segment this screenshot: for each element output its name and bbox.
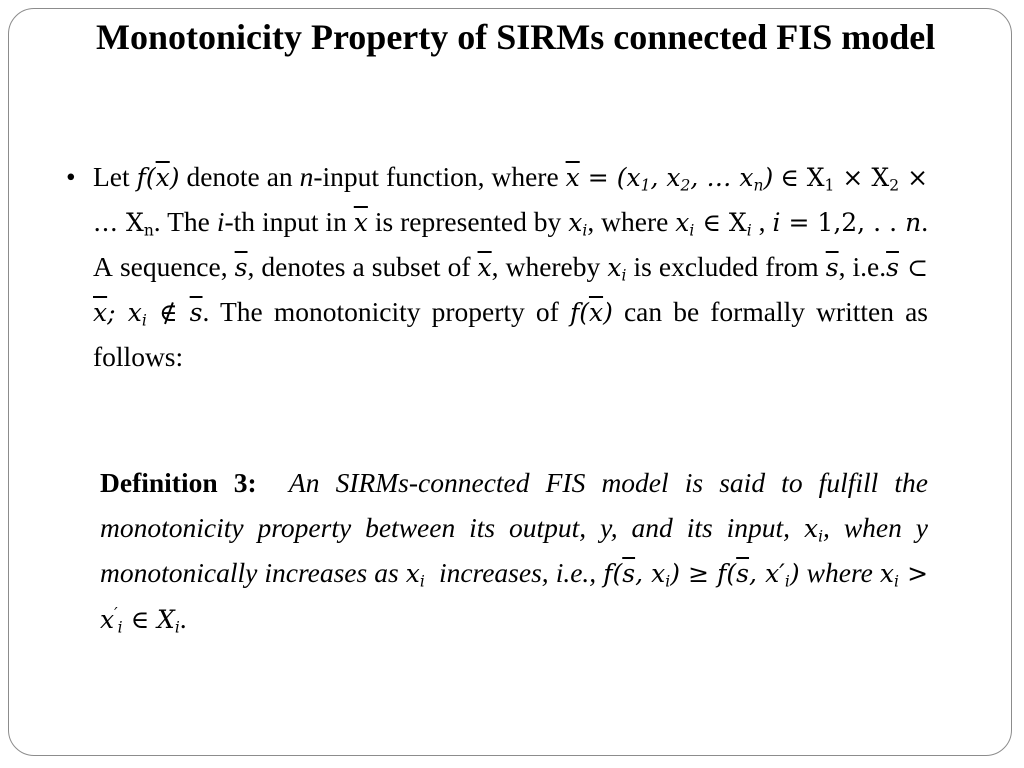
math-def-inequality: $f(\overline{s}$, $x_i) \ge f(\overline{s}$, $x'_i$) (603, 559, 800, 591)
definition-text-1: An SIRMs-connected FIS model is said to fulfill the monotonicity property between its output, y, and its input, (100, 467, 928, 543)
slide-frame (8, 8, 1012, 756)
text-input-function: -input function, where (313, 161, 559, 192)
text-the-monotonicity: . The monotonicity (202, 296, 421, 327)
math-sbar-2: $\overline{s}$ (825, 253, 839, 282)
text-formally: can be formally written as follows: (93, 296, 928, 372)
text-property-of: property of (431, 296, 559, 327)
text-is-excluded: is excluded from (633, 251, 819, 282)
text-n: n (299, 161, 314, 192)
math-xbar-2: $\overline{x}$ (477, 253, 492, 282)
text-th-input: -th input in (224, 206, 347, 237)
definition-label: Definition 3: (100, 467, 257, 498)
text-i: i (216, 206, 225, 237)
text-whereby: , whereby (491, 251, 601, 282)
definition-text-4: where (806, 557, 873, 588)
math-i-range: i = 1,2, . . n (772, 208, 922, 237)
text-let: Let (93, 161, 130, 192)
text-the: . The (153, 206, 210, 237)
definition-text-2: , when y monotonically increases as (100, 511, 928, 588)
math-xi-2: $x_i$ (607, 253, 627, 285)
math-def-xi: $x_i$ (803, 513, 824, 546)
math-subset-relation: $\overline{s}$ ⊂ $\overline{x}$; $x_i$ ∉ $\overline{s}$ (93, 253, 929, 330)
math-f-xbar: $f(\overline{x})$ (136, 163, 180, 192)
slide-title: Monotonicity Property of SIRMs connected FIS model (96, 17, 936, 57)
text-is: is (374, 206, 394, 237)
text-represented: represented by (400, 206, 562, 237)
definition-paragraph: Definition 3: An SIRMs-connected FIS model is said to fulfill the monotonicity property between its output, y, and its input, $x_i$, when y monotonically increases as $x_i$ increases, i.e., $f(\overline{s}$, $x_i) \ge f(\overline{s}$, $x'_i$) where $x_i > x'_i$ ∈ $X_i$. (100, 467, 929, 637)
text-period-A: . A (93, 206, 929, 282)
text-comma-where: , where (587, 206, 669, 237)
text-ie: , i.e. (838, 251, 887, 282)
text-sequence: sequence, (119, 251, 228, 282)
definition-text-3: increases, i.e., (438, 557, 597, 588)
math-sbar: $\overline{s}$ (234, 253, 248, 282)
bullet-icon: • (66, 161, 76, 192)
bullet-text: Let $f(\overline{x})$ denote an n-input function, where $\overline{x} = (x_1$, $x_2$, … $x_n$) ∈ $X_1 \times X_2$ × … $X_n$. The i-th input in $\overline{x}$ is represented by $x_i$, where $x_i$ ∈ $X_i$ , i = 1,2, . . n. A sequence, $\overline{s}$, denotes a subset of $\overline{x}$, whereby $x_i$ is excluded from $\overline{s}$, $i.e.\overline{s}$ ⊂ $\overline{x}$; $x_i$ ∉ $\overline{s}$. The monotonicity property of $f(\overline{x})$ can be formally written as follows: (93, 161, 929, 372)
text-denotes-subset: , denotes a subset of (247, 251, 471, 282)
math-def-condition: $x_i > x'_i$ ∈ $X_i$ (100, 559, 929, 637)
text-denote: denote an (186, 161, 293, 192)
math-f-xbar-2: $f(\overline{x})$ (569, 298, 613, 327)
math-xbar-def: $\overline{x} = (x_1$, $x_2$, … $x_n$) (565, 163, 774, 195)
math-xi: $x_i$ (568, 208, 588, 240)
math-xi-in-Xi: $x_i$ ∈ $X_i$ (675, 208, 752, 240)
math-domain: ∈ $X_1 \times X_2$ × … $X_n$ (93, 163, 929, 240)
math-xbar: $\overline{x}$ (353, 208, 368, 237)
bullet-paragraph (66, 155, 928, 379)
math-def-xi-2: $x_i$ (405, 559, 425, 591)
